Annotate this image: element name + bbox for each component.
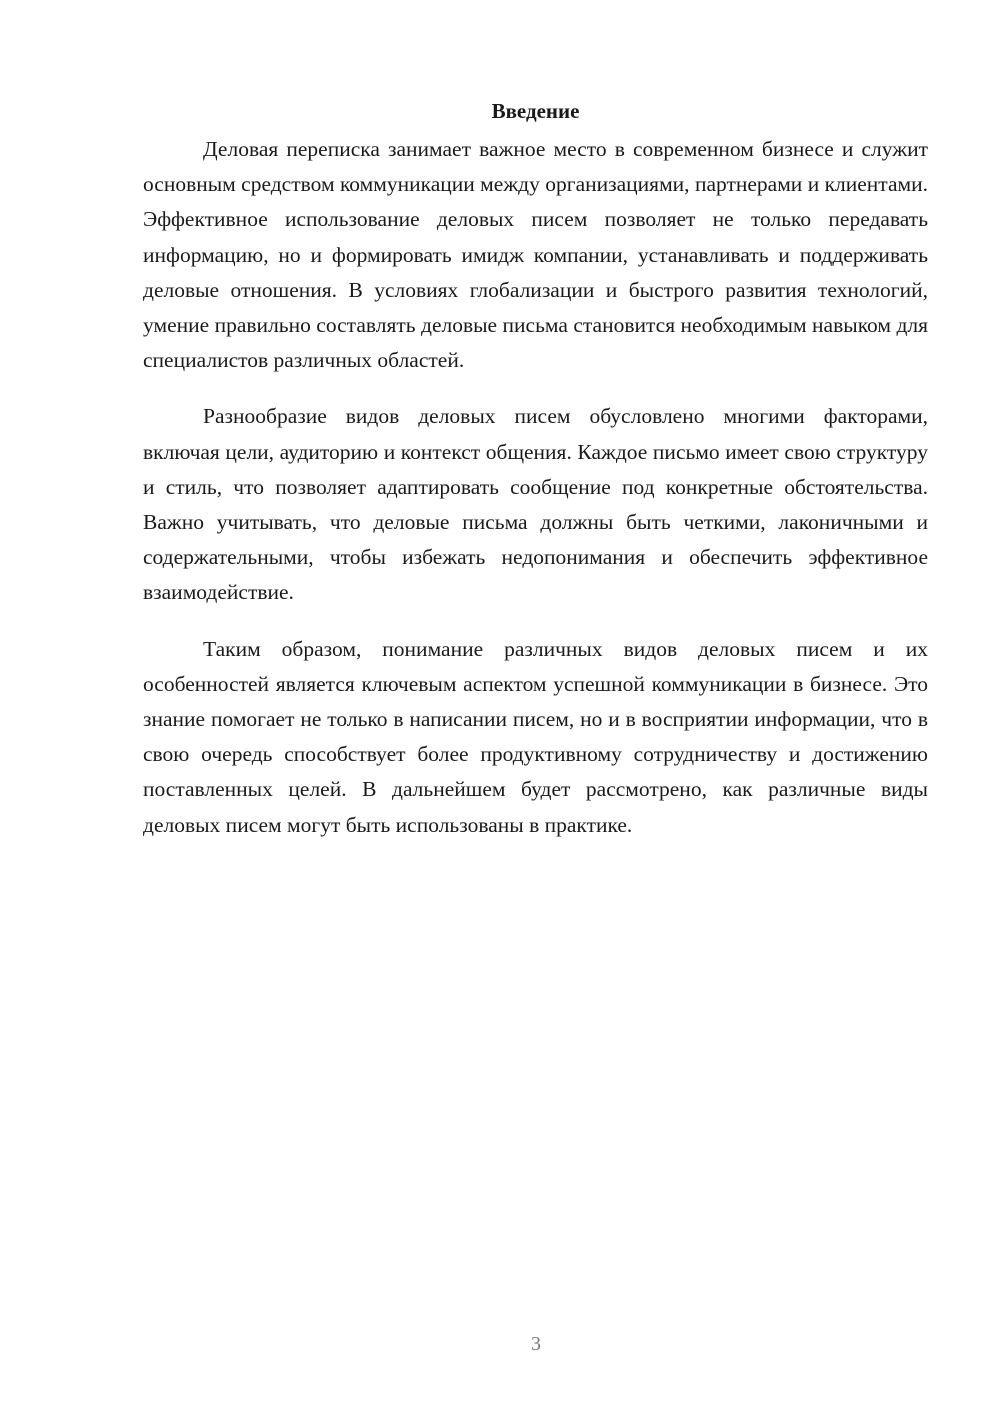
section-title: Введение (491, 99, 580, 123)
paragraph-1: Деловая переписка занимает важное место в современном бизнесе и служит основным средством коммуникации между организациями, партнерами и клиентами. Эффективное использование деловых писем позволяет не только передавать информацию, но и формировать имидж компании, устанавливать и поддерживать деловые отношения. В условиях глобализации и быстрого развития технологий, умение правильно составлять деловые письма становится необходимым навыком для специалистов различных областей. (143, 137, 928, 373)
paragraph-2: Разнообразие видов деловых писем обусловлено многими факторами, включая цели, аудиторию и контекст общения. Каждое письмо имеет свою структуру и стиль, что позволяет адаптировать сообщение под конкретные обстоятельства. Важно учитывать, что деловые письма должны быть четкими, лаконичными и содержательными, чтобы избежать недопонимания и обеспечить эффективное взаимодействие. (143, 404, 928, 605)
page-number: 3 (531, 1333, 541, 1355)
page-content (143, 96, 928, 864)
paragraph-3: Таким образом, понимание различных видов деловых писем и их особенностей является ключевым аспектом успешной коммуникации в бизнесе. Это знание помогает не только в написании писем, но и в восприятии информации, что в свою очередь способствует более продуктивному сотрудничеству и достижению поставленных целей. В дальнейшем будет рассмотрено, как различные виды деловых писем могут быть использованы в практике. (143, 636, 928, 837)
